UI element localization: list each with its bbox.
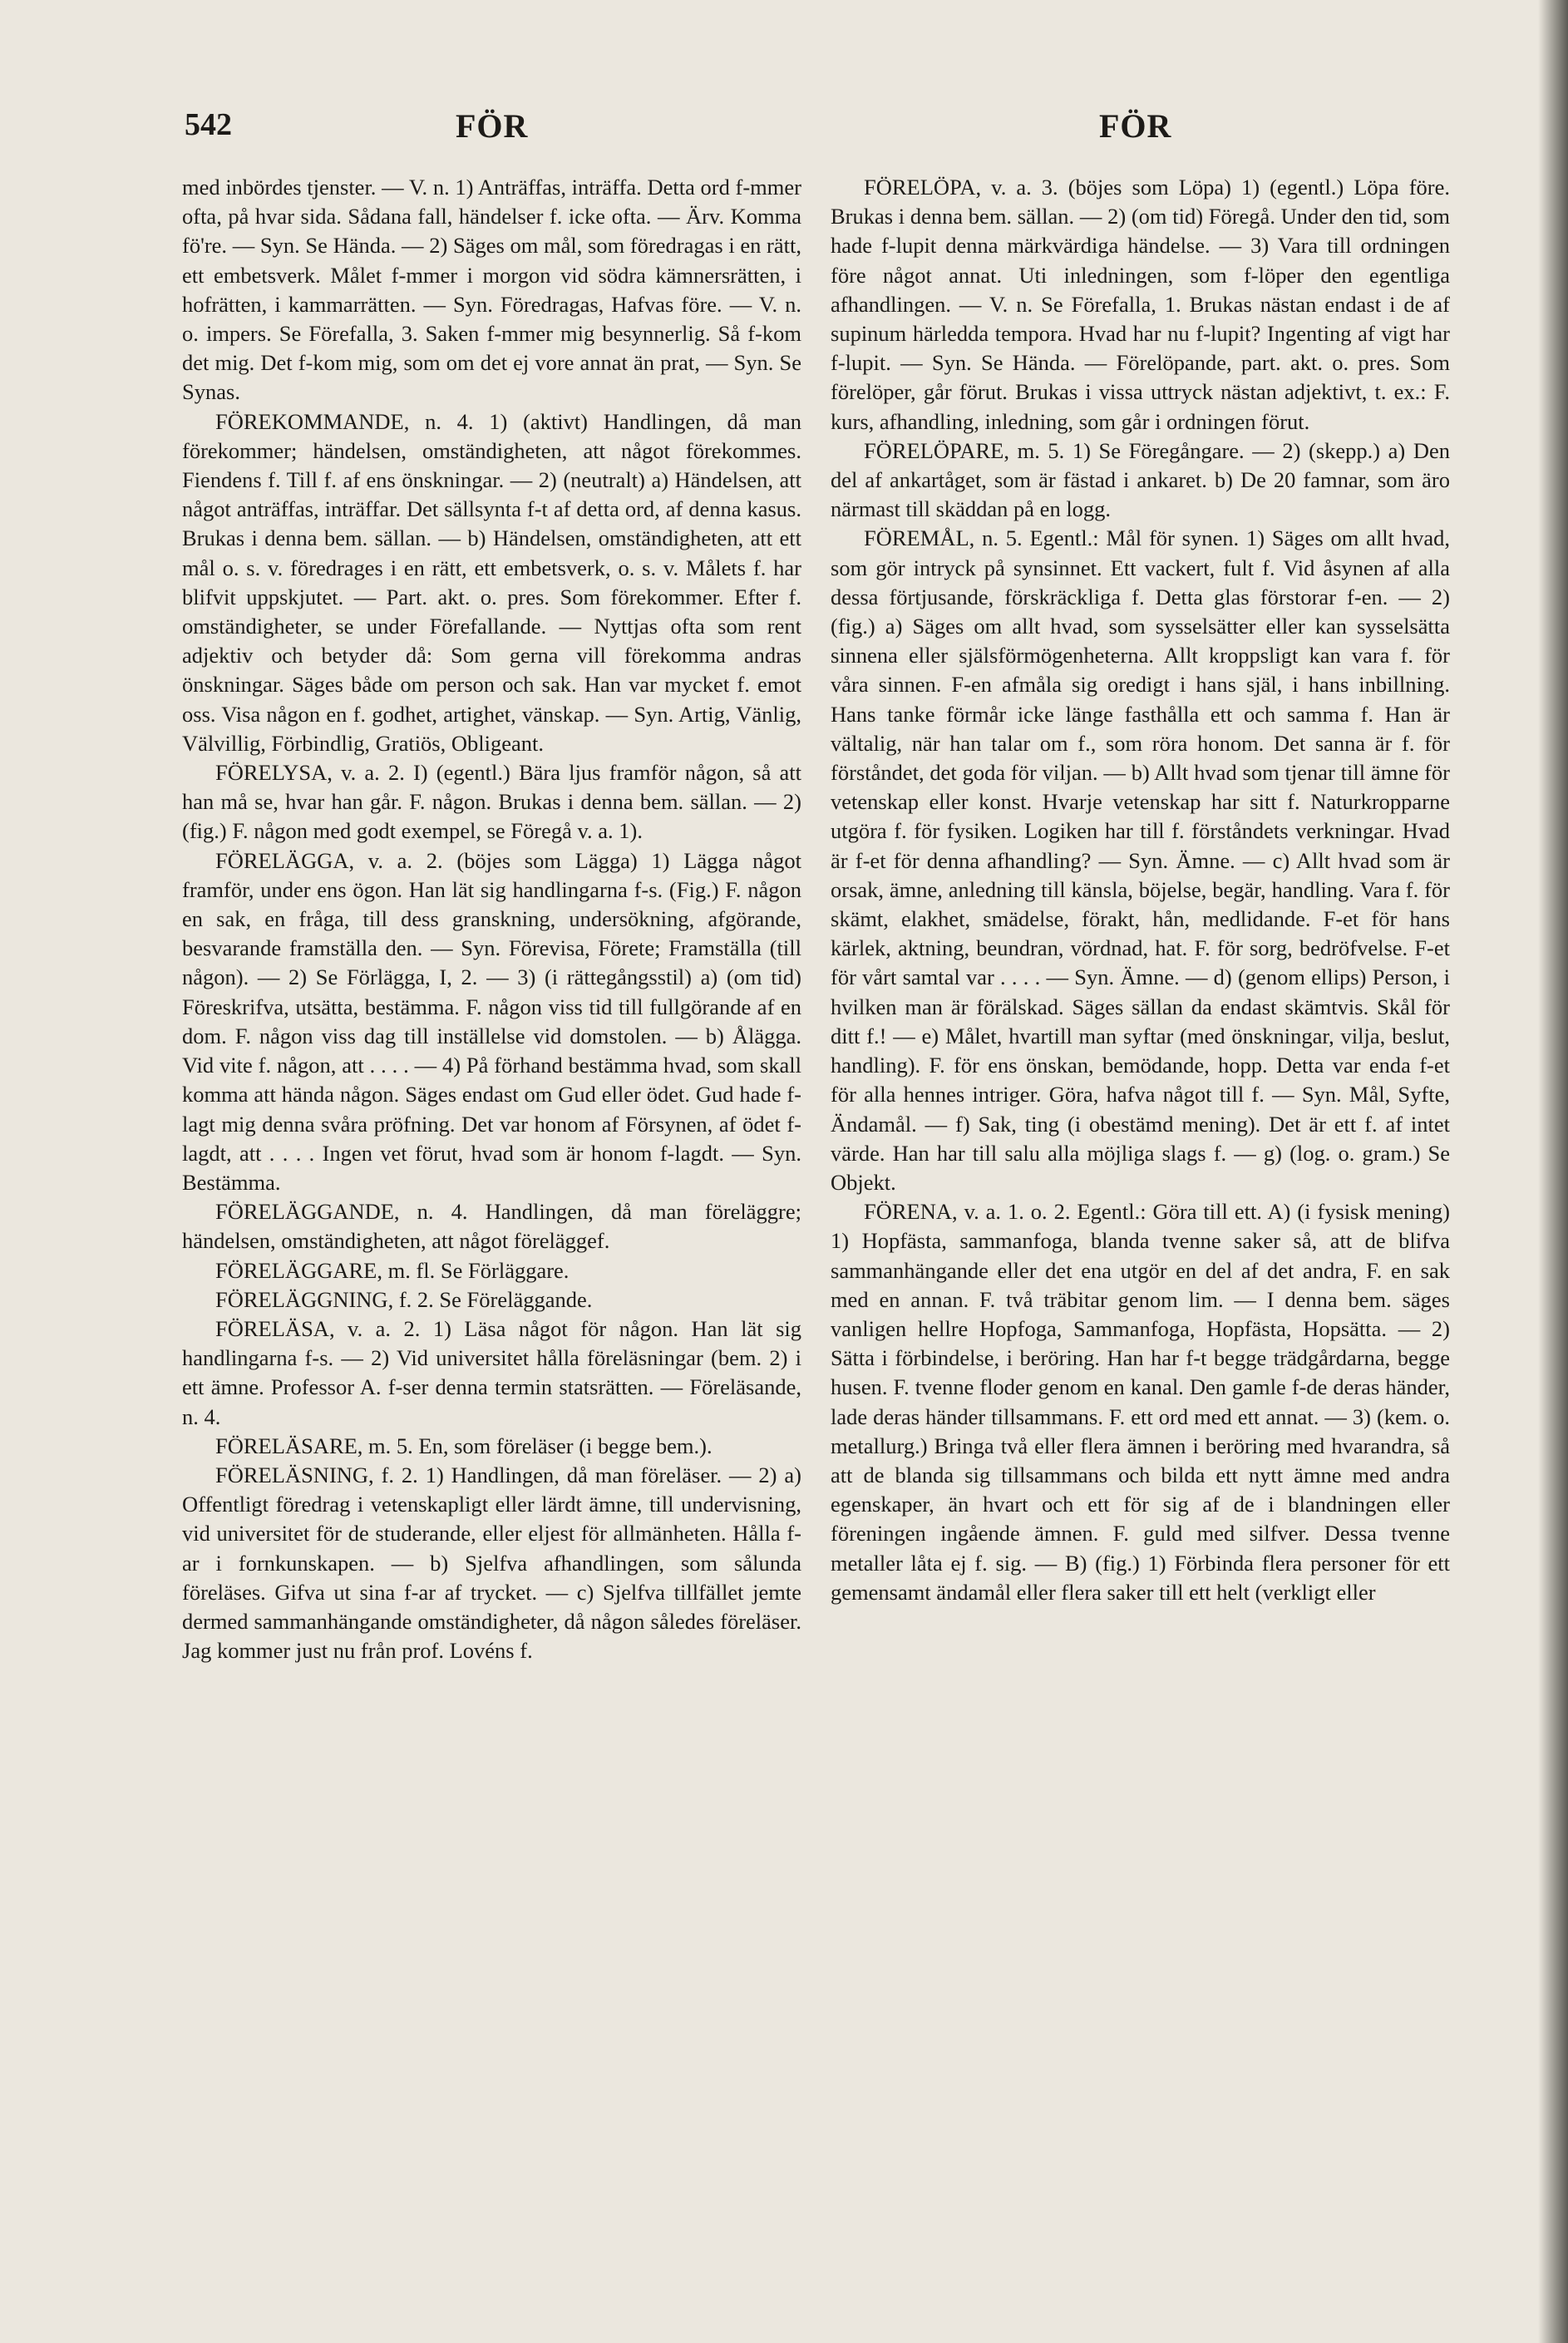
running-head-right: FÖR — [1099, 107, 1172, 145]
entry-forelopa: FÖRELÖPA, v. a. 3. (böjes som Löpa) 1) (egentl.) Löpa före. Brukas i denna bem. sällan. — 2) (om tid) Föregå. Under den tid, som hade f-lupit denna märkvärdiga händelse. — 3) Vara till ordningen före något annat. Uti inledningen, som f-löper den egentliga afhandlingen. — V. n. Se Förefalla, 1. Brukas nästan endast i de af supinum härledda tempora. Hvad har nu f-lupit? Ingenting af vigt har f-lupit. — Syn. Se Hända. — Förelöpande, part. akt. o. pres. Som förelöper, går förut. Brukas i vissa uttryck nästan adjektivt, t. ex.: F. kurs, afhandling, inledning, som går i ordningen förut. — [831, 175, 1450, 434]
page-number: 542 — [185, 107, 232, 142]
entry-forekomma-continued: med inbördes tjenster. — V. n. 1) Anträffas, inträffa. Detta ord f-mmer ofta, på hvar sida. Sådana fall, händelser f. icke ofta. — Ärv. Komma fö're. — Syn. Se Hända. — 2) Säges om mål, som föredragas i en rätt, ett embetsverk. Målet f-mmer i morgon vid södra kämnersrätten, i hofrätten, i kammarrätten. — Syn. Föredragas, Hafvas före. — V. n. o. impers. Se Förefalla, 3. Saken f-mmer mig besynnerlig. Så f-kom det mig. Det f-kom mig, som om det ej vore annat än prat, — Syn. Se Synas. — [182, 175, 801, 405]
entry-forelaggning: FÖRELÄGGNING, f. 2. Se Föreläggande. — [215, 1286, 593, 1312]
entry-forelysa: FÖRELYSA, v. a. 2. I) (egentl.) Bära ljus framför någon, så att han må se, hvar han går. F. någon. Brukas i denna bem. sällan. — 2) (fig.) F. någon med godt exempel, se Föregå v. a. 1). — [182, 760, 801, 844]
entry-forekommande: FÖREKOMMANDE, n. 4. 1) (aktivt) Handlingen, då man förekommer; händelsen, omständigheten, att något förekommes. Fiendens f. Till f. af ens önskningar. — 2) (neutralt) a) Händelsen, att något anträffas, inträffar. Det sällsynta f-t af detta ord, af denna kasus. Brukas i denna bem. sällan. — b) Händelsen, omständigheten, att ett mål o. s. v. föredrages i en rätt, ett embetsverk, o. s. v. Målets f. har blifvit uppskjutet. — Part. akt. o. pres. Som förekommer. Efter f. omständigheter, se under Förefallande. — Nyttjas ofta som rent adjektiv och betyder då: Som gerna vill förekomma andras önskningar. Säges både om person och sak. Han var mycket f. emot oss. Visa någon en f. godhet, artighet, vänskap. — Syn. Artig, Vänlig, Välvillig, Förbindlig, Gratiös, Obligeant. — [182, 408, 801, 756]
right-column — [831, 173, 1450, 2301]
running-head-left: FÖR — [456, 107, 529, 145]
entry-forelasning: FÖRELÄSNING, f. 2. 1) Handlingen, då man föreläser. — 2) a) Offentligt föredrag i vetenskapligt eller lärdt ämne, till undervisning, vid universitet för de studerande, eller eljest för allmänheten. Hålla f-ar i fornkunskapen. — b) Sjelfva afhandlingen, som sålunda föreläses. Gifva ut sina f-ar af trycket. — c) Sjelfva tillfället jemte dermed sammanhängande omständigheter, då någon således föreläser. Jag kommer just nu från prof. Lovéns f. — [182, 1462, 801, 1664]
entry-forelagga: FÖRELÄGGA, v. a. 2. (böjes som Lägga) 1) Lägga något framför, under ens ögon. Han lät sig handlingarna f-s. (Fig.) F. någon en sak, en fråga, till dess granskning, undersökning, afgörande, besvarande framställa den. — Syn. Förevisa, Förete; Framställa (till någon). — 2) Se Förlägga, I, 2. — 3) (i rättegångsstil) a) (om tid) Föreskrifva, utsätta, bestämma. F. någon viss tid till fullgörande af en dom. F. någon viss dag till inställelse vid domstolen. — b) Ålägga. Vid vite f. någon, att . . . . — 4) På förhand bestämma hvad, som skall komma att hända någon. Säges endast om Gud eller ödet. Gud hade f-lagt mig denna svåra pröfning. Det var honom af Försynen, af ödet f-lagdt, att . . . . Ingen vet förut, hvad som är honom f-lagdt. — Syn. Bestämma. — [182, 847, 801, 1195]
entry-forelaggare: FÖRELÄGGARE, m. fl. Se Förläggare. — [215, 1257, 570, 1283]
page-header — [0, 106, 1568, 156]
entry-forena: FÖRENA, v. a. 1. o. 2. Egentl.: Göra till ett. A) (i fysisk mening) 1) Hopfästa, sammanfoga, blanda tvenne saker så, att de blifva sammanhängande eller det ena utgör en del af det andra, F. en sak med en annan. F. två träbitar genom lim. — I denna bem. säges vanligen hellre Hopfoga, Sammanfoga, Hopfästa, Hopsätta. — 2) Sätta i förbindelse, i beröring. Han har f-t begge trädgårdarna, begge husen. F. tvenne floder genom en kanal. Den gamle f-de deras händer, lade deras händer tillsammans. F. ett ord med ett annat. — 3) (kem. o. metallurg.) Bringa två eller flera ämnen i beröring med hvarandra, så att de blanda sig tillsammans och bilda ett nytt ämne med andra egenskaper, än hvart och ett för sig af de i blandningen eller föreningen ingående ämnen. F. guld med silfver. Dessa tvenne metaller låta ej f. sig. — B) (fig.) 1) Förbinda flera personer för ett gemensamt ändamål eller flera saker till ett helt (verkligt eller — [831, 1199, 1450, 1605]
binding-edge — [1538, 0, 1568, 2343]
entry-forelasa: FÖRELÄSA, v. a. 2. 1) Läsa något för någon. Han lät sig handlingarna f-s. — 2) Vid universitet hålla föreläsningar (bem. 2) i ett ämne. Professor A. f-ser denna termin statsrätten. — Föreläsande, n. 4. — [182, 1315, 801, 1429]
entry-forelopare: FÖRELÖPARE, m. 5. 1) Se Föregångare. — 2) (skepp.) a) Den del af ankartåget, som är fästad i ankaret. b) De 20 famnar, som äro närmast till skäddan på en logg. — [831, 437, 1450, 522]
entry-foreläggande: FÖRELÄGGANDE, n. 4. Handlingen, då man föreläggre; händelsen, omständigheten, att något föreläggef. — [182, 1199, 801, 1254]
entry-forelasare: FÖRELÄSARE, m. 5. En, som föreläser (i begge bem.). — [215, 1433, 713, 1458]
entry-foremal: FÖREMÅL, n. 5. Egentl.: Mål för synen. 1) Säges om allt hvad, som gör intryck på synsinnet. Ett vackert, fult f. Vid åsynen af alla dessa förtjusande, förskräckliga f. Detta glas förstorar f-en. — 2) (fig.) a) Säges om allt hvad, som sysselsätter eller kan sysselsätta sinnena eller själsförmögenheterna. Allt kroppsligt kan vara f. för våra sinnen. F-en afmåla sig oredigt i hans själ, i hans inbillning. Hans tanke förmår icke länge fasthålla ett och samma f. Han är vältalig, när han talar om f., som röra honom. Det sanna är f. för förståndet, det goda för viljan. — b) Allt hvad som tjenar till ämne för vetenskap eller konst. Hvarje vetenskap har sitt f. Naturkropparne utgöra f. för fysiken. Logiken har till f. förståndets verkningar. Hvad är f-et för denna afhandling? — Syn. Ämne. — c) Allt hvad som är orsak, ämne, anledning till känsla, böjelse, begär, handling. Vara f. för skämt, elakhet, smädelse, förakt, hån, medlidande. F-et för hans kärlek, aktning, beundran, vördnad, hat. F. för sorg, bedröfvelse. F-et för vårt samtal var . . . . — Syn. Ämne. — d) (genom ellips) Person, i hvilken man är förälskad. Säges sällan da endast skämtvis. Skål för ditt f.! — e) Målet, hvartill man syftar (med önskningar, vilja, beslut, handling). F. för ens önskan, bemödande, hopp. Detta var enda f-et för alla hennes intriger. Göra, hafva något till f. — Syn. Mål, Syfte, Ändamål. — f) Sak, ting (i obestämd mening). Det är ett f. af intet värde. Han har till salu alla möjliga slags f. — g) (log. o. gram.) Se Objekt. — [831, 525, 1450, 1195]
left-column — [182, 173, 801, 2301]
